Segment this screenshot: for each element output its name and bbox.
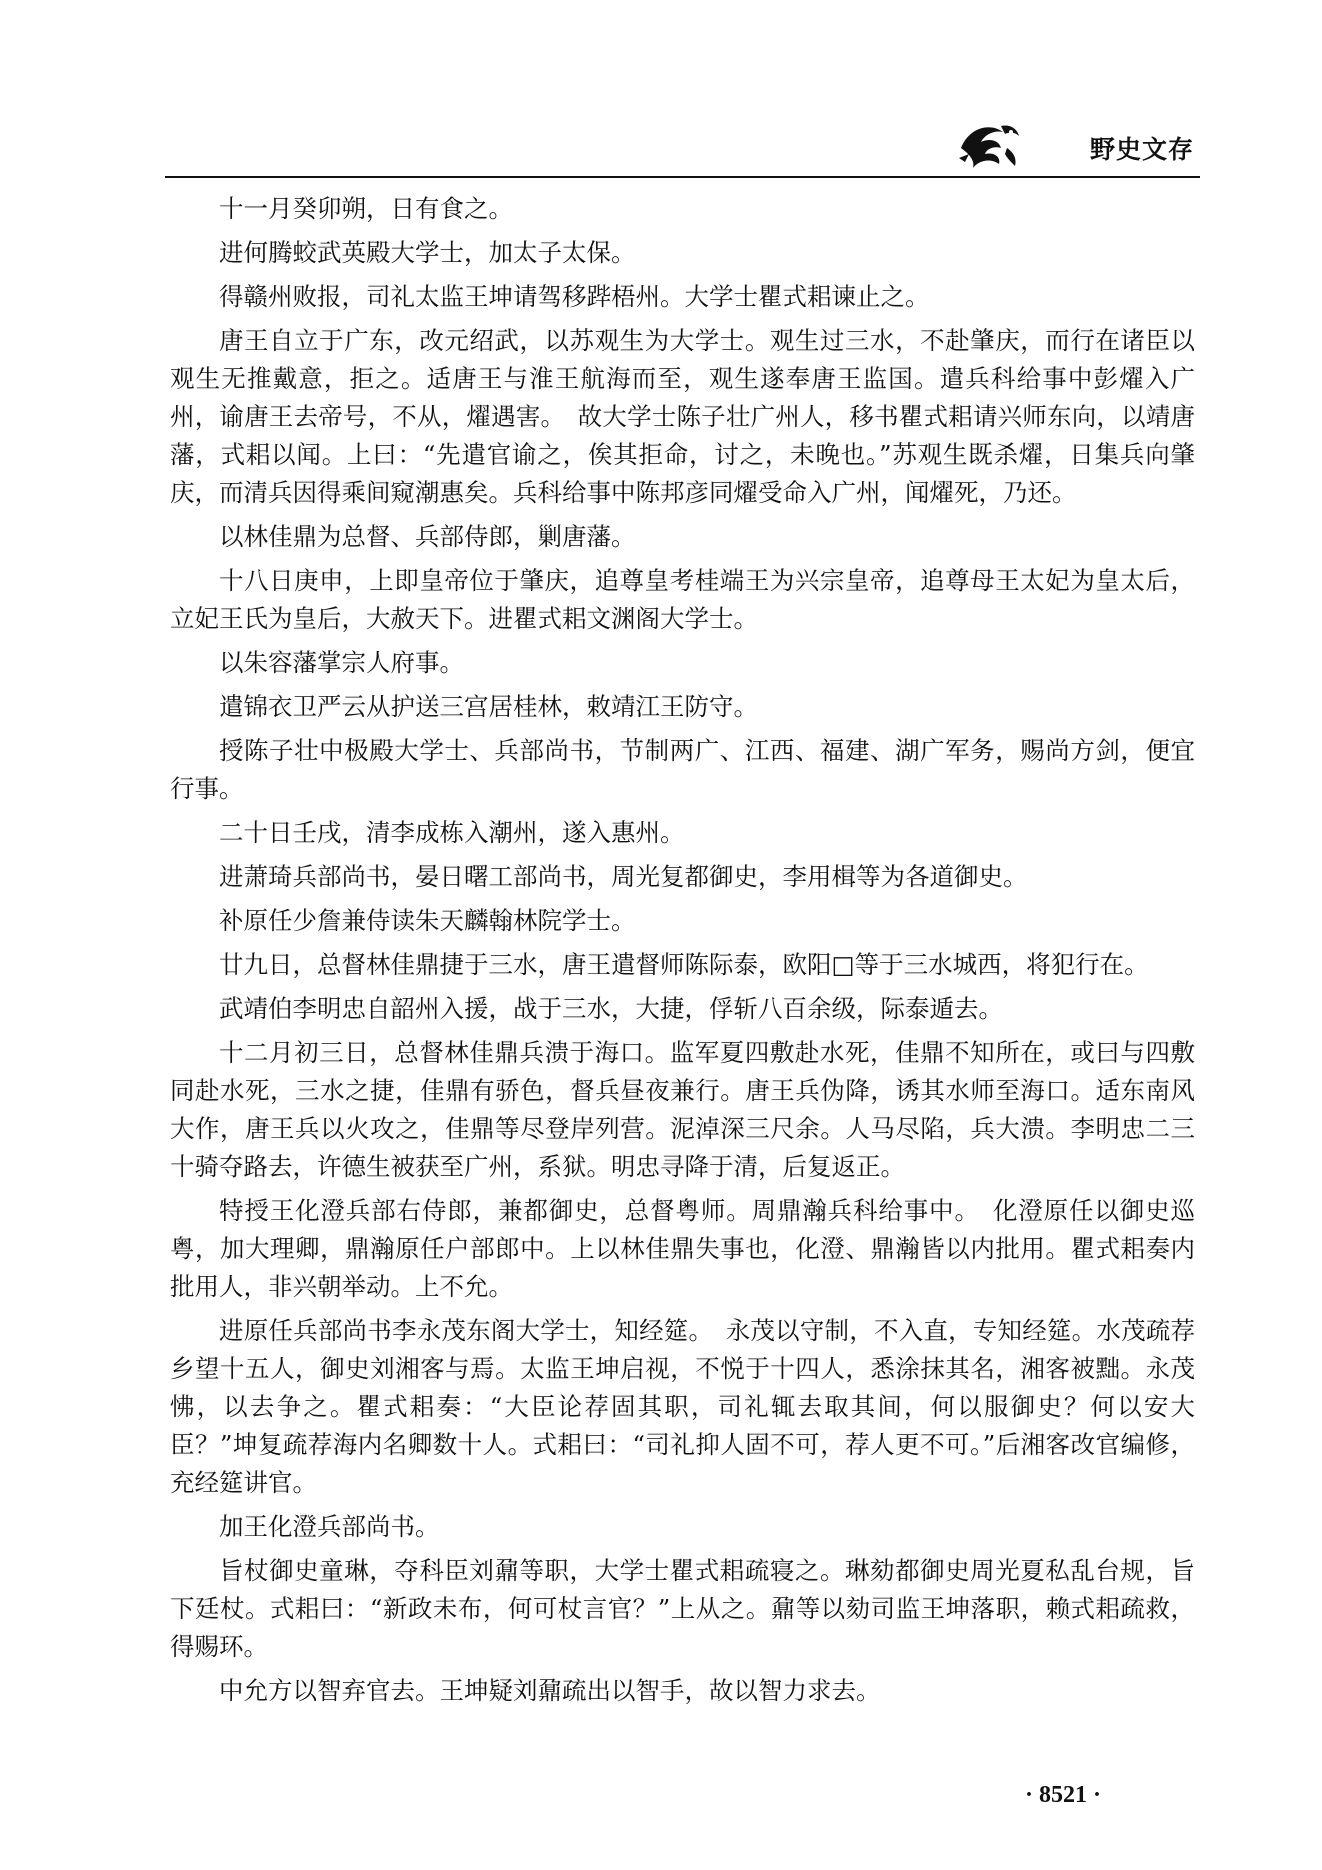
paragraph: 加王化澄兵部尚书。 [219,1512,440,1541]
paragraph: 特授王化澄兵部右侍郎，兼都御史，总督粤师。周鼎瀚兵科给事中。 化澄原任以御史巡粤，加大理卿，鼎瀚原任户部郎中。上以林佳鼎失事也，化澄、鼎瀚皆以内批用。瞿式耜奏内批用人，非兴朝举动。上不允。 [170,1196,1195,1301]
paragraph: 十八日庚申，上即皇帝位于肇庆，追尊皇考桂端王为兴宗皇帝，追尊母王太妃为皇太后，立妃王氏为皇后，大赦天下。进瞿式耜文渊阁大学士。 [170,566,1195,633]
paragraph: 以林佳鼎为总督、兵部侍郎，剿唐藩。 [219,522,636,551]
paragraph: 中允方以智弃官去。王坤疑刘鼐疏出以智手，故以智力求去。 [219,1676,881,1705]
header-title: 野史文存 [1089,135,1194,164]
paragraph: 二十日壬戌，清李成栋入潮州，遂入惠州。 [219,818,685,847]
paragraph: 进萧琦兵部尚书，晏日曙工部尚书，周光复都御史，李用楫等为各道御史。 [219,862,1028,891]
paragraph: 十二月初三日，总督林佳鼎兵溃于海口。监军夏四敷赴水死，佳鼎不知所在，或曰与四敷同赴水死，三水之捷，佳鼎有骄色，督兵昼夜兼行。唐王兵伪降，诱其水师至海口。适东南风大作，唐王兵以火攻之，佳鼎等尽登岸列营。泥淖深三尺余。人马尽陷，兵大溃。李明忠二三十骑夺路去，许德生被获至广州，系狱。明忠寻降于清，后复返正。 [170,1038,1195,1181]
paragraph: 十一月癸卯朔，日有食之。 [219,194,513,223]
paragraph: 武靖伯李明忠自韶州入援，战于三水，大捷，俘斩八百余级，际泰遁去。 [219,994,1003,1023]
paragraph: 进何腾蛟武英殿大学士，加太子太保。 [219,238,636,267]
paragraph: 授陈子壮中极殿大学士、兵部尚书，节制两广、江西、福建、湖广军务，赐尚方剑，便宜行事。 [170,736,1195,803]
page-header [165,118,1200,178]
paragraph: 旨杖御史童琳，夺科臣刘鼐等职，大学士瞿式耜疏寝之。琳劾都御史周光夏私乱台规，旨下廷杖。式耜曰：“新政未布，何可杖言官？”上从之。鼐等以劾司监王坤落职，赖式耜疏救，得赐环。 [170,1556,1195,1661]
page-number: · 8521 · [1025,1782,1102,1808]
paragraph: 以朱容藩掌宗人府事。 [219,648,464,677]
paragraph: 补原任少詹兼侍读朱天麟翰林院学士。 [219,906,636,935]
paragraph: 进原任兵部尚书李永茂东阁大学士，知经筵。 永茂以守制，不入直，专知经筵。水茂疏荐乡望十五人，御史刘湘客与焉。太监王坤启视，不悦于十四人，悉涂抹其名，湘客被黜。永茂怫，以去争之。瞿式耜奏：“大臣论荐固其职，司礼辄去取其间，何以服御史？何以安大臣？”坤复疏荐海内名卿数十人。式耜曰：“司礼抑人固不可，荐人更不可。”后湘客改官编修，充经筵讲官。 [170,1316,1195,1497]
paragraph: 唐王自立于广东，改元绍武，以苏观生为大学士。观生过三水，不赴肇庆，而行在诸臣以观生无推戴意，拒之。适唐王与淮王航海而至，观生遂奉唐王监国。遣兵科给事中彭燿入广州，谕唐王去帝号，不从，燿遇害。 故大学士陈子壮广州人，移书瞿式耜请兴师东向，以靖唐藩，式耜以闻。上曰：“先遣官谕之，俟其拒命，讨之，未晚也。”苏观生既杀燿，日集兵向肇庆，而清兵因得乘间窥潮惠矣。兵科给事中陈邦彦同燿受命入广州，闻燿死，乃还。 [170,326,1195,507]
paragraph: 廿九日，总督林佳鼎捷于三水，唐王遣督师陈际泰，欧阳□等于三水城西，将犯行在。 [219,950,1149,979]
body-text [170,190,1195,1716]
header-rule [165,176,1200,178]
paragraph: 得赣州败报，司礼太监王坤请驾移跸梧州。大学士瞿式耜谏止之。 [219,282,930,311]
dragon-emblem-icon [955,118,1025,174]
paragraph: 遣锦衣卫严云从护送三宫居桂林，敕靖江王防守。 [219,692,758,721]
